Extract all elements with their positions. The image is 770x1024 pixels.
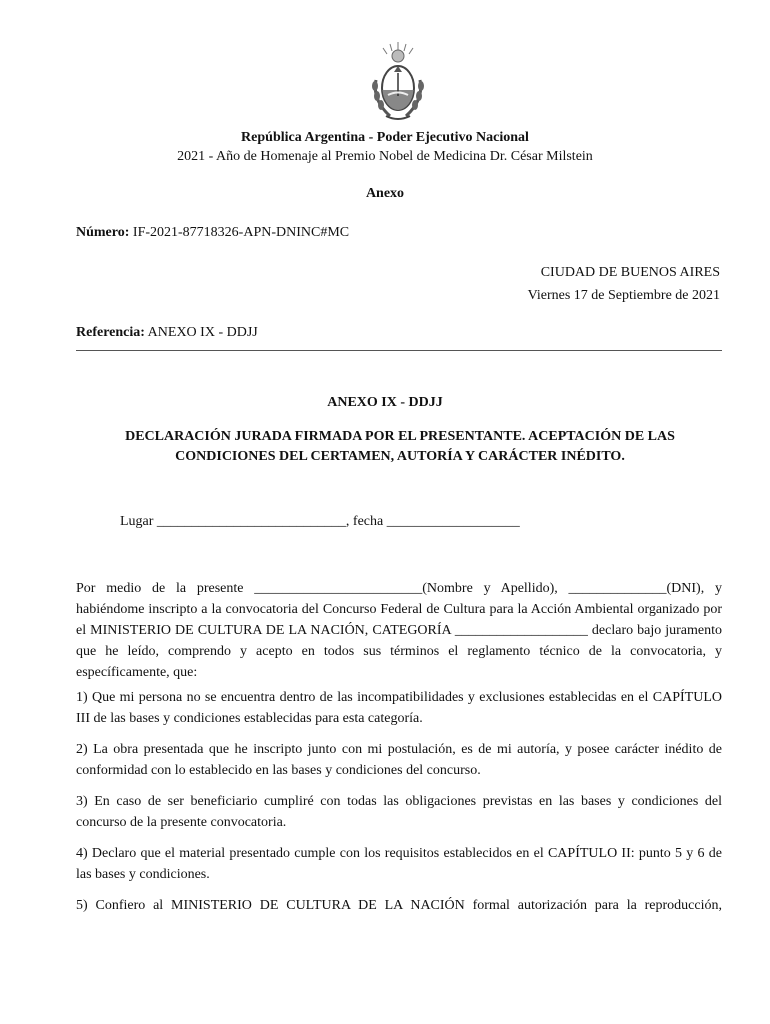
list-item: 5) Confiero al MINISTERIO DE CULTURA DE LA NACIÓN formal autorización para la reproducción, — [76, 898, 722, 913]
declaration-title: DECLARACIÓN JURADA FIRMADA POR EL PRESENTANTE. ACEPTACIÓN DE LAS CONDICIONES DEL CERTAMEN, AUTORÍA Y CARÁCTER INÉDITO. — [125, 429, 675, 464]
numero-value: IF-2021-87718326-APN-DNINC#MC — [132, 225, 350, 240]
coat-of-arms-icon — [366, 40, 430, 124]
date-line: Viernes 17 de Septiembre de 2021 — [527, 288, 720, 303]
header-year-motto: 2021 - Año de Homenaje al Premio Nobel de Medicina Dr. César Milstein — [177, 149, 593, 164]
list-item: 4) Declaro que el material presentado cumple con los requisitos establecidos en el CAPÍTULO II: punto 5 y 6 de las bases y condiciones. — [76, 846, 722, 882]
annex-title: ANEXO IX - DDJJ — [327, 395, 443, 410]
city-line: CIUDAD DE BUENOS AIRES — [540, 265, 720, 280]
referencia-line — [76, 325, 258, 341]
lugar-fecha-line: Lugar ___________________________, fecha ___________________ — [120, 514, 520, 529]
referencia-label: Referencia: — [76, 325, 145, 340]
list-item: 2) La obra presentada que he inscripto junto con mi postulación, es de mi autoría, y posee carácter inédito de conformidad con lo establecido en las bases y condiciones del concurso. — [76, 742, 722, 778]
header-government-line: República Argentina - Poder Ejecutivo Nacional — [241, 130, 529, 145]
intro-paragraph: Por medio de la presente ________________________(Nombre y Apellido), ______________(DNI), y habiéndome inscripto a la convocatoria del Concurso Federal de Cultura para la Acción Ambiental organizado por el MINISTERIO DE CULTURA DE LA NACIÓN, CATEGORÍA ___________________ declaro bajo juramento que he leído, comprendo y acepto en todos sus términos el reglamento técnico de la convocatoria, y específicamente, que: — [76, 581, 722, 680]
list-item: 3) En caso de ser beneficiario cumpliré con todas las obligaciones previstas en las bases y condiciones del concurso de la presente convocatoria. — [76, 794, 722, 830]
header-divider — [76, 350, 722, 351]
referencia-value: ANEXO IX - DDJJ — [147, 325, 258, 340]
numero-label: Número: — [76, 225, 130, 240]
document-type: Anexo — [365, 186, 405, 201]
list-item: 1) Que mi persona no se encuentra dentro de las incompatibilidades y exclusiones establecidas en el CAPÍTULO III de las bases y condiciones establecidas para esta categoría. — [76, 690, 722, 726]
numero-line — [76, 225, 349, 241]
